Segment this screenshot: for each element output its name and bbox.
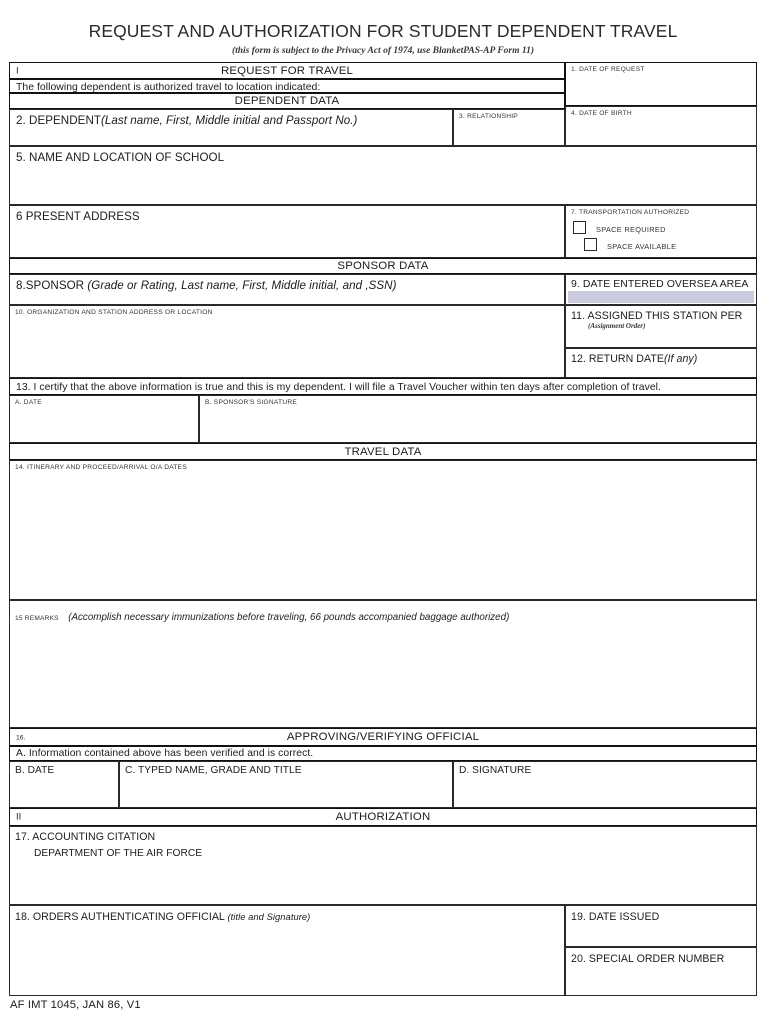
field-10-organization-address[interactable]: [9, 305, 565, 378]
field-13b-sponsor-signature[interactable]: [199, 395, 757, 443]
section-roman-ii: II: [16, 811, 22, 823]
field-2-hint: (Last name, First, Middle initial and Passport No.): [101, 114, 358, 127]
field-17-accounting-citation[interactable]: [9, 826, 757, 905]
request-for-travel-banner-label: REQUEST FOR TRAVEL: [220, 64, 354, 77]
field-20-special-order-number[interactable]: [565, 947, 757, 996]
field-16b-date[interactable]: [9, 761, 119, 808]
field-3-relationship[interactable]: [453, 109, 565, 146]
field-18-orders-authenticating-official[interactable]: [9, 905, 565, 996]
field-3-label: 3. RELATIONSHIP: [459, 113, 518, 120]
field-18-label-text: 18. ORDERS AUTHENTICATING OFFICIAL: [15, 911, 225, 923]
field-13b-label: B. SPONSOR'S SIGNATURE: [205, 399, 298, 406]
field-16-number: 16.: [16, 734, 26, 742]
field-4-label: 4. DATE OF BIRTH: [571, 110, 632, 117]
field-8-hint: (Grade or Rating, Last name, First, Middle initial, and ,SSN): [87, 279, 397, 292]
field-16c-label: C. TYPED NAME, GRADE AND TITLE: [125, 765, 302, 776]
field-11-assigned-this-station-per[interactable]: [565, 305, 757, 348]
field-16d-label: D. SIGNATURE: [459, 765, 532, 776]
field-17-value: DEPARTMENT OF THE AIR FORCE: [34, 848, 203, 859]
field-10-label: 10. ORGANIZATION AND STATION ADDRESS OR LOCATION: [15, 309, 213, 316]
field-11-hint: (Assignment Order): [588, 322, 646, 330]
field-11-label: 11. ASSIGNED THIS STATION PER: [571, 310, 743, 322]
field-12-label: [566, 349, 756, 365]
field-8-label-text: 8.SPONSOR: [16, 279, 85, 292]
dependent-data-banner-label: DEPENDENT DATA: [234, 95, 340, 107]
field-1-date-of-request[interactable]: [565, 62, 757, 106]
field-13a-date[interactable]: [9, 395, 199, 443]
field-16c-typed-name-grade-title[interactable]: [119, 761, 453, 808]
field-2-label-text: 2. DEPENDENT: [16, 114, 101, 127]
field-6-label: 6 PRESENT ADDRESS: [16, 210, 140, 223]
field-9-input[interactable]: [568, 291, 754, 303]
travel-data-banner: [9, 443, 757, 460]
checkbox-space-required-label: SPACE REQUIRED: [596, 225, 666, 234]
sponsor-data-banner: [9, 258, 757, 274]
field-2-label: [10, 110, 452, 127]
field-12-return-date[interactable]: [565, 348, 757, 378]
field-6-present-address[interactable]: [9, 205, 565, 258]
field-14-label: 14. ITINERARY AND PROCEED/ARRIVAL O/A DATES: [15, 464, 187, 471]
field-5-label: 5. NAME AND LOCATION OF SCHOOL: [16, 151, 225, 164]
title-block: [9, 22, 757, 56]
approving-official-banner: [9, 728, 757, 746]
page-subtitle: (this form is subject to the Privacy Act of 1974, use BlanketPAS-AP Form 11): [231, 46, 535, 57]
field-17-label: 17. ACCOUNTING CITATION: [15, 831, 156, 843]
checkbox-space-available[interactable]: [584, 238, 597, 251]
field-5-school[interactable]: [9, 146, 757, 205]
field-18-hint: (title and Signature): [227, 911, 311, 922]
field-12-hint: (If any): [663, 353, 698, 365]
field-intro-line: [9, 79, 565, 93]
section-roman-i: I: [16, 65, 19, 76]
sponsor-data-banner-label: SPONSOR DATA: [337, 260, 429, 272]
field-9-label: 9. DATE ENTERED OVERSEA AREA: [571, 278, 749, 290]
dependent-data-banner: [9, 93, 565, 109]
form-body: [9, 62, 757, 996]
field-13-certification: [9, 378, 757, 395]
authorization-banner: [9, 808, 757, 826]
field-15-line: [10, 601, 756, 625]
field-2-dependent[interactable]: [9, 109, 453, 146]
field-16a-verification-statement: [9, 746, 757, 761]
field-8-label: [10, 275, 564, 292]
field-16d-signature[interactable]: [453, 761, 757, 808]
travel-data-banner-label: TRAVEL DATA: [344, 445, 422, 458]
form-footer: AF IMT 1045, JAN 86, V1: [10, 999, 141, 1011]
field-15-remarks[interactable]: [9, 600, 757, 728]
field-4-date-of-birth[interactable]: [565, 106, 757, 146]
field-7-label: 7. TRANSPORTATION AUTHORIZED: [571, 209, 690, 216]
field-7-transportation-authorized: [565, 205, 757, 258]
field-13a-label: A. DATE: [15, 399, 42, 406]
field-19-date-issued[interactable]: [565, 905, 757, 947]
field-16a-text: A. Information contained above has been verified and is correct.: [16, 748, 314, 759]
approving-official-banner-label: APPROVING/VERIFYING OFFICIAL: [286, 731, 480, 743]
field-20-label: 20. SPECIAL ORDER NUMBER: [571, 953, 725, 965]
field-8-sponsor[interactable]: [9, 274, 565, 305]
field-13-text: 13. I certify that the above information is true and this is my dependent. I will file a Travel Voucher within ten days after completion of travel.: [16, 382, 661, 393]
field-15-text: (Accomplish necessary immunizations before traveling, 66 pounds accompanied baggage authorized): [68, 612, 510, 623]
checkbox-space-available-label: SPACE AVAILABLE: [607, 242, 677, 251]
request-for-travel-banner: [9, 62, 565, 79]
field-12-label-text: 12. RETURN DATE: [571, 353, 664, 365]
checkbox-space-required[interactable]: [573, 221, 586, 234]
field-9-date-entered-oversea-area[interactable]: [565, 274, 757, 305]
field-18-label: [10, 906, 564, 923]
authorization-banner-label: AUTHORIZATION: [335, 811, 431, 823]
field-1-label: 1. DATE OF REQUEST: [571, 66, 645, 73]
field-19-label: 19. DATE ISSUED: [571, 911, 660, 923]
field-15-number: 15 REMARKS: [15, 615, 59, 622]
field-16b-label: B. DATE: [15, 765, 55, 776]
page-title: REQUEST AND AUTHORIZATION FOR STUDENT DEPENDENT TRAVEL: [88, 21, 678, 41]
intro-text: The following dependent is authorized travel to location indicated:: [16, 82, 321, 93]
field-14-itinerary[interactable]: [9, 460, 757, 600]
